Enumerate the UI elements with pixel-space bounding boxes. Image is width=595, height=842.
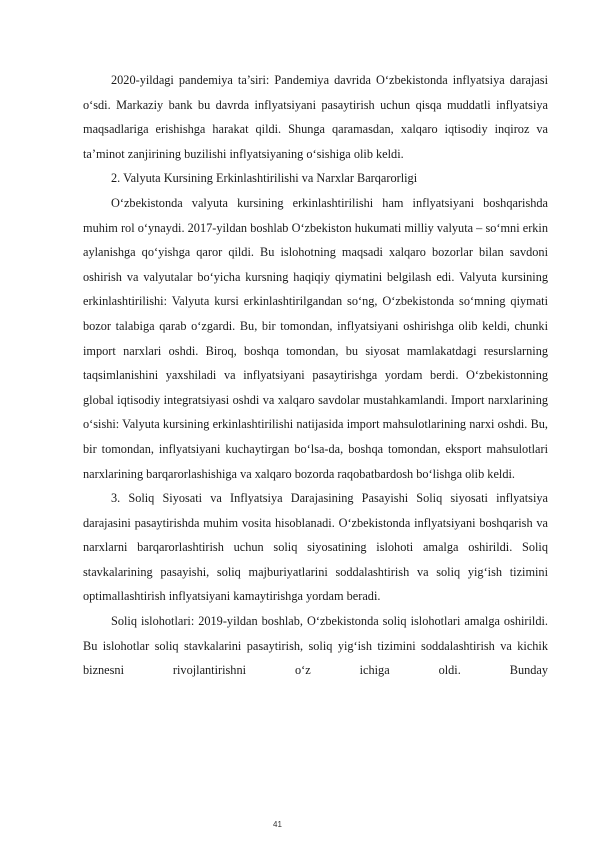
paragraph-tax-reforms: Soliq islohotlari: 2019-yildan boshlab, O‘zbekistonda soliq islohotlari amalga oshirildi. Bu islohotlar soliq stavkalarini pasaytirish, soliq yig‘ish tizimini soddalashtirish va kichik biznesni rivojlantirishni o‘z ichiga oldi. Bunday: [83, 614, 548, 678]
paragraph-currency-liberalization: O‘zbekistonda valyuta kursining erkinlashtirilishi ham inflyatsiyani boshqarishda muhim rol o‘ynaydi. 2017-yildan boshlab O‘zbekiston hukumati milliy valyuta – so‘mni erkin aylanishga qo‘yishga qaror qildi. Bu islohotning maqsadi xalqaro bozorlar bilan savdoni oshirish va valyutalar bo‘yicha kursning haqiqiy qiymatini belgilash edi. Valyuta kursining erkinlashtirilishi: Valyuta kursi erkinlashtirilgandan so‘ng, O‘zbekistonda so‘mning qiymati bozor talabiga qarab o‘zgardi. Bu, bir tomondan, inflyatsiyani oshirishga olib keldi, chunki import narxlari oshdi. Biroq, boshqa tomondan, bu siyosat mamlakatdagi resurslarning taqsimlanishini yaxshiladi va inflyatsiyani pasaytirishga yordam berdi. O‘zbekistonning global iqtisodiy integratsiyasi oshdi va xalqaro savdolar mustahkamlandi. Import narxlarining o‘sishi: Valyuta kursining erkinlashtirilishi natijasida import mahsulotlarining narxi oshdi. Bu, bir tomondan, inflyatsiyani kuchaytirgan bo‘lsa-da, boshqa tomondan, eksport mahsulotlari narxlarining barqarorlashishiga va xalqaro bozorda raqobatbardosh bo‘lishga olib keldi.: [83, 195, 548, 481]
document-body: [83, 68, 548, 683]
paragraph-pandemic-impact: 2020-yildagi pandemiya ta’siri: Pandemiya davrida O‘zbekistonda inflyatsiya darajasi o‘sdi. Markaziy bank bu davrda inflyatsiyani pasaytirish uchun qisqa muddatli inflyatsiya maqsadlariga erishishga harakat qildi. Shunga qaramasdan, xalqaro iqtisodiy inqiroz va ta’minot zanjirining buzilishi inflyatsiyaning o‘sishiga olib keldi.: [83, 73, 548, 161]
section-heading-currency: 2. Valyuta Kursining Erkinlashtirilishi va Narxlar Barqarorligi: [111, 171, 418, 186]
page-number: 41: [273, 820, 282, 829]
paragraph-tax-policy: 3. Soliq Siyosati va Inflyatsiya Darajasining Pasayishi Soliq siyosati inflyatsiya darajasini pasaytirishda muhim vosita hisoblanadi. O‘zbekistonda inflyatsiyani boshqarish va narxlarni barqarorlashtirish uchun soliq siyosatining islohoti amalga oshirildi. Soliq stavkalarining pasayishi, soliq majburiyatlarini soddalashtirish va soliq yig‘ish tizimini optimallashtirish inflyatsiyani kamaytirishga yordam beradi.: [83, 491, 548, 604]
